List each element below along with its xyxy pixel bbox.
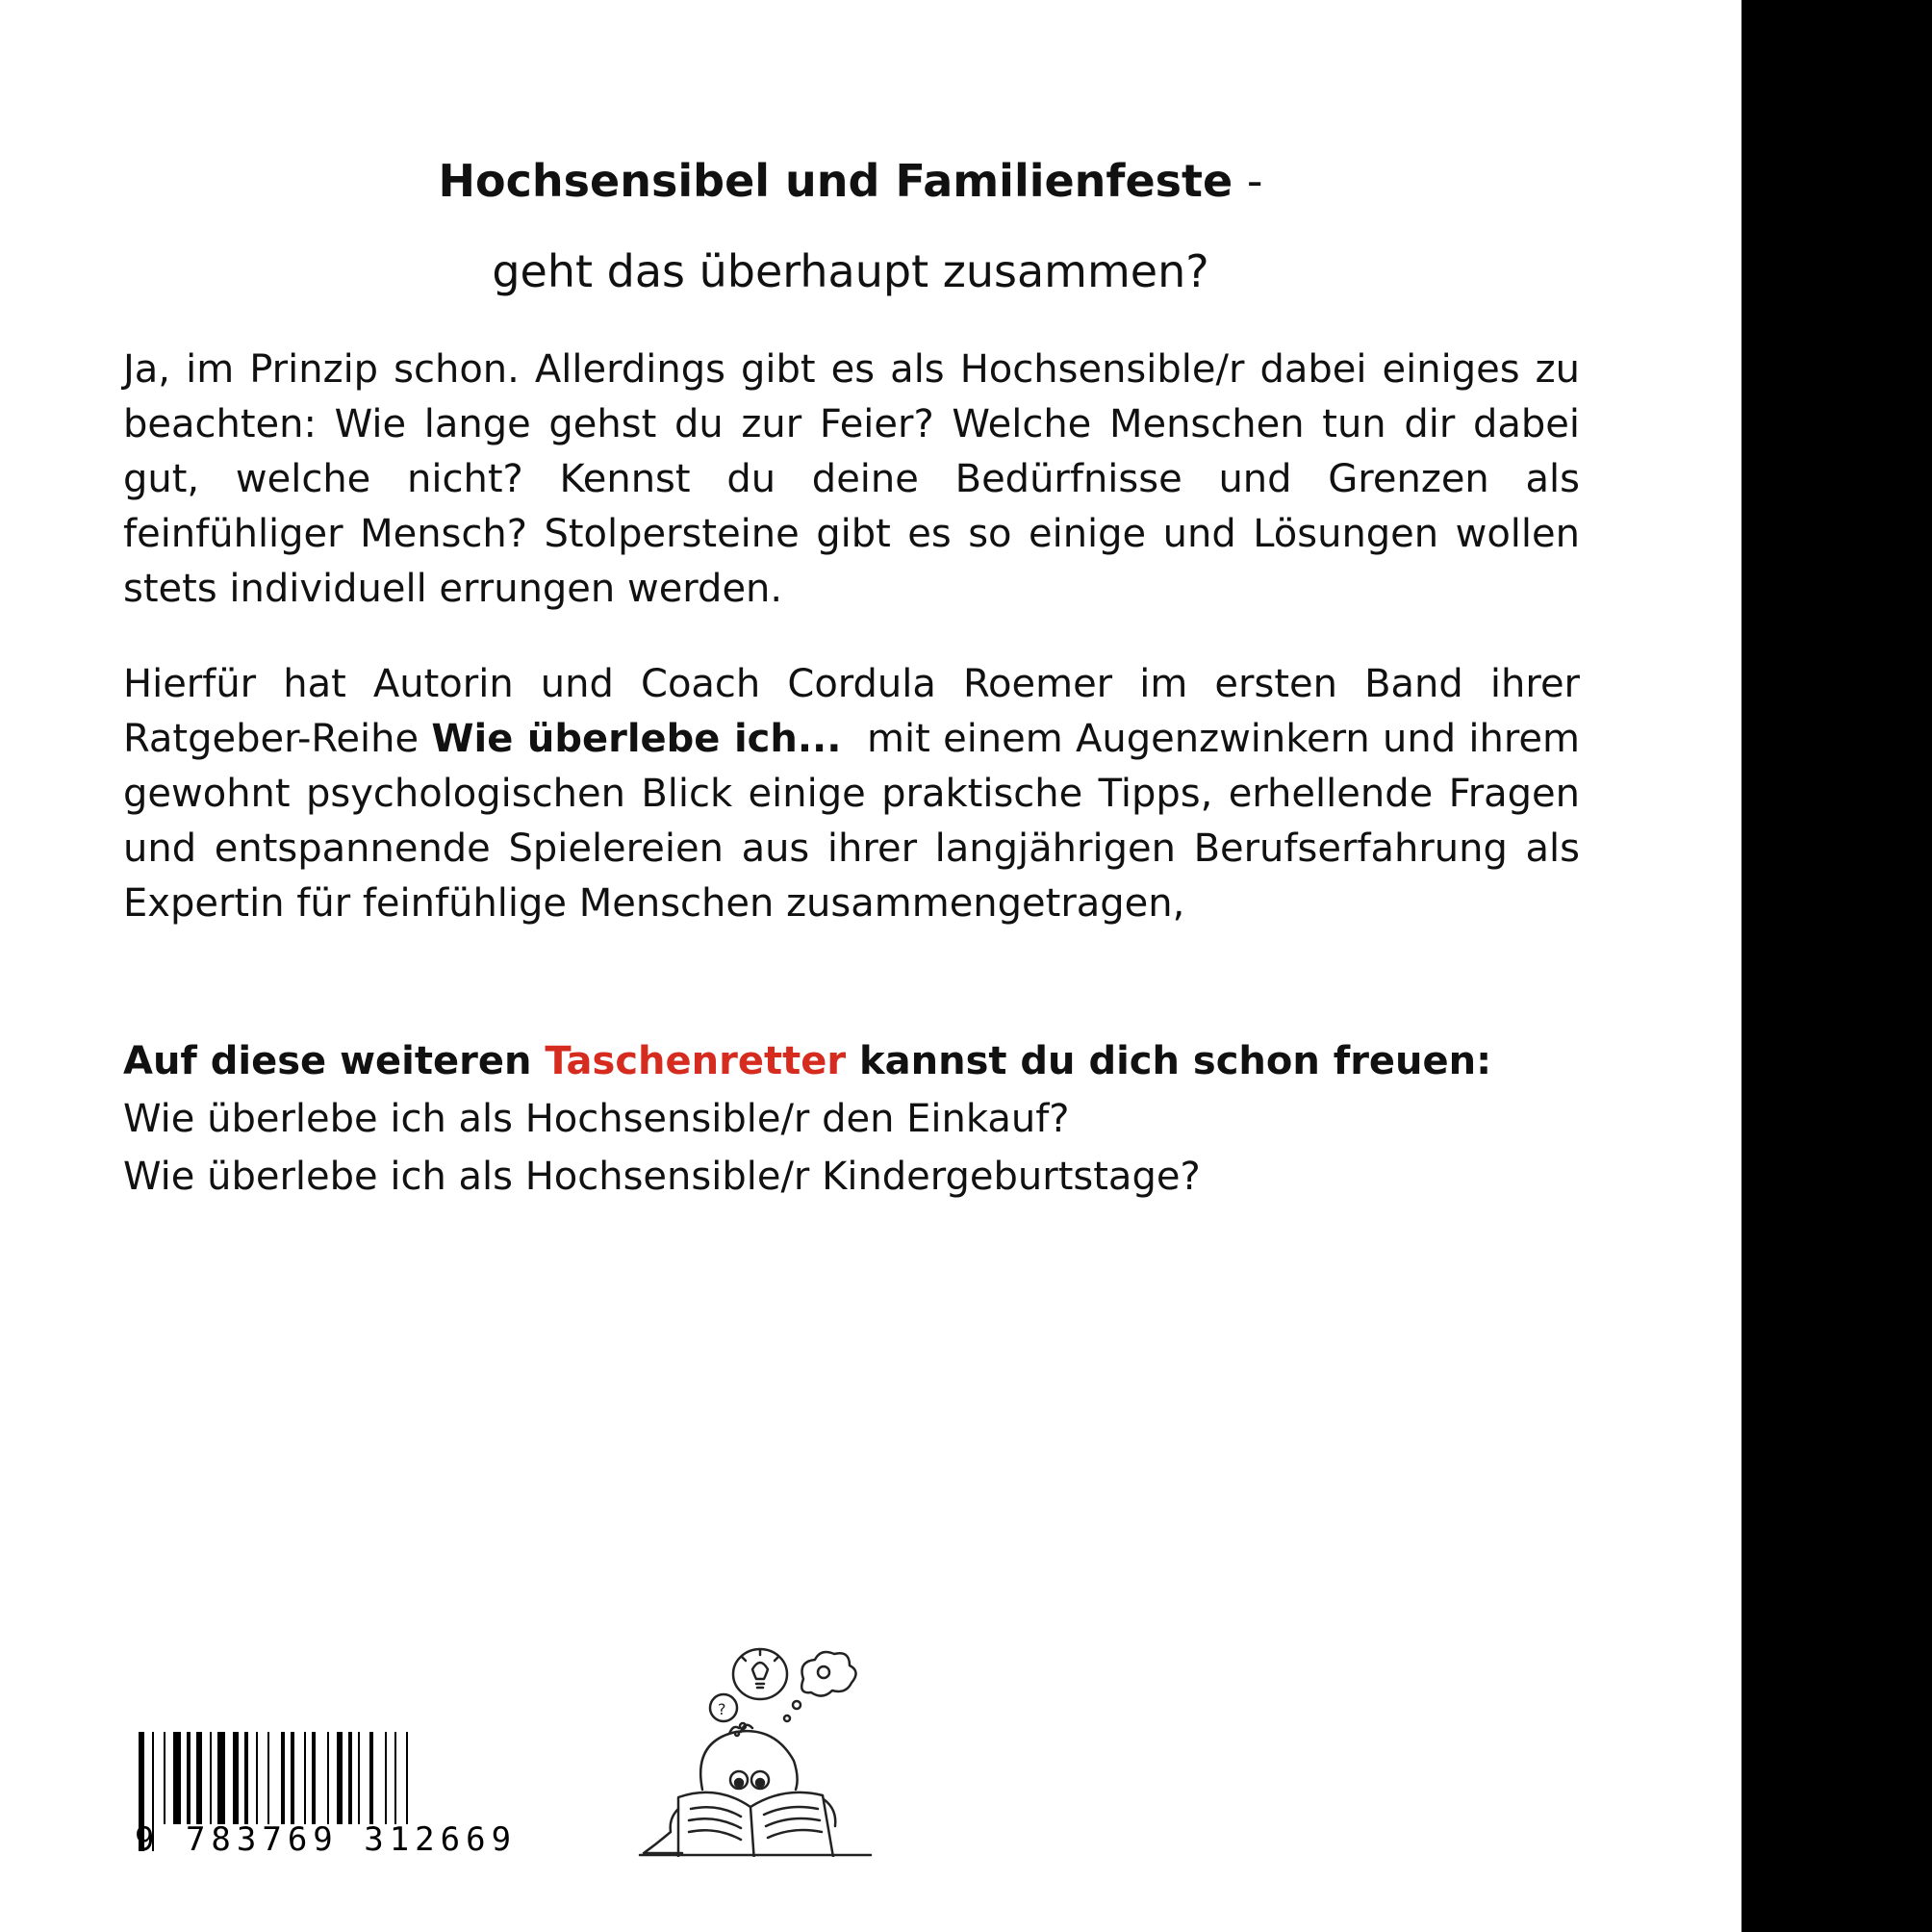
barcode-bar xyxy=(348,1732,352,1824)
barcode-bar xyxy=(210,1732,212,1824)
series-heading-end: kannst du dich schon freuen: xyxy=(846,1039,1492,1083)
blurb-paragraph-2 xyxy=(123,657,1592,931)
series-name: Wie überlebe ich... xyxy=(431,717,842,761)
series-teaser-heading xyxy=(123,1032,1663,1090)
barcode-bar xyxy=(406,1732,408,1824)
series-title-item: Wie überlebe ich als Hochsensible/r den Einkauf? xyxy=(123,1097,1070,1141)
barcode-bar xyxy=(187,1732,191,1824)
barcode-bar xyxy=(164,1732,165,1824)
barcode-bar xyxy=(358,1732,360,1824)
blurb-paragraph-2-intro: Hierfür hat Autorin und Coach Cordula Roemer im ersten Band ihrer Ratgeber-Reihe xyxy=(123,662,1580,761)
cover-title xyxy=(123,152,1578,210)
series-teaser xyxy=(123,1032,1663,1206)
series-title-item: Wie überlebe ich als Hochsensible/r Kindergeburtstage? xyxy=(123,1155,1201,1199)
barcode-bar xyxy=(312,1732,316,1824)
cover-subtitle: geht das überhaupt zusammen? xyxy=(492,245,1209,297)
cover-title-dash: - xyxy=(1246,155,1263,207)
spine-edge xyxy=(1741,0,1932,1932)
barcode-bar xyxy=(233,1732,239,1824)
barcode-bar xyxy=(256,1732,258,1824)
series-heading-start: Auf diese weiteren xyxy=(123,1039,546,1083)
barcode-bar xyxy=(244,1732,248,1824)
barcode-bar xyxy=(281,1732,285,1824)
series-heading-accent: Taschenretter xyxy=(545,1039,847,1083)
reading-figure-icon xyxy=(635,1626,876,1857)
barcode-bar xyxy=(217,1732,225,1824)
barcode-bar xyxy=(304,1732,306,1824)
isbn-barcode-digits: 9 783769 312669 xyxy=(135,1820,518,1859)
barcode-bar xyxy=(369,1732,373,1824)
barcode-bar xyxy=(385,1732,387,1824)
barcode-bar xyxy=(196,1732,202,1824)
blurb-paragraph-1: Ja, im Prinzip schon. Allerdings gibt es als Hochsensible/r dabei einiges zu beachten: Wie lange gehst du zur Feier? Welche Menschen tun dir dabei gut, welche nicht? Kennst du deine Bedürfnisse und Grenzen als feinfühliger Mensch? Stolpersteine gibt es so einige und Lösungen wollen stets individuell errungen werden. xyxy=(123,347,1580,611)
svg-text:?: ? xyxy=(718,1700,726,1718)
barcode-bar xyxy=(337,1732,343,1824)
barcode-bar xyxy=(267,1732,269,1824)
barcode-bar xyxy=(327,1732,329,1824)
barcode-bar xyxy=(394,1732,396,1824)
barcode-bar xyxy=(173,1732,181,1824)
cover-title-bold: Hochsensibel und Familienfeste xyxy=(438,155,1233,207)
blurb-paragraph-2-rest: mit einem Augenzwinkern und ihrem gewohnt psychologischen Blick einige praktische Tipps, erhellende Fragen und entspannende Spielereien aus ihrer langjährigen Berufserfahrung als Expertin für feinfühlige Menschen zusammengetragen, xyxy=(123,717,1592,926)
barcode-bar xyxy=(291,1732,294,1824)
